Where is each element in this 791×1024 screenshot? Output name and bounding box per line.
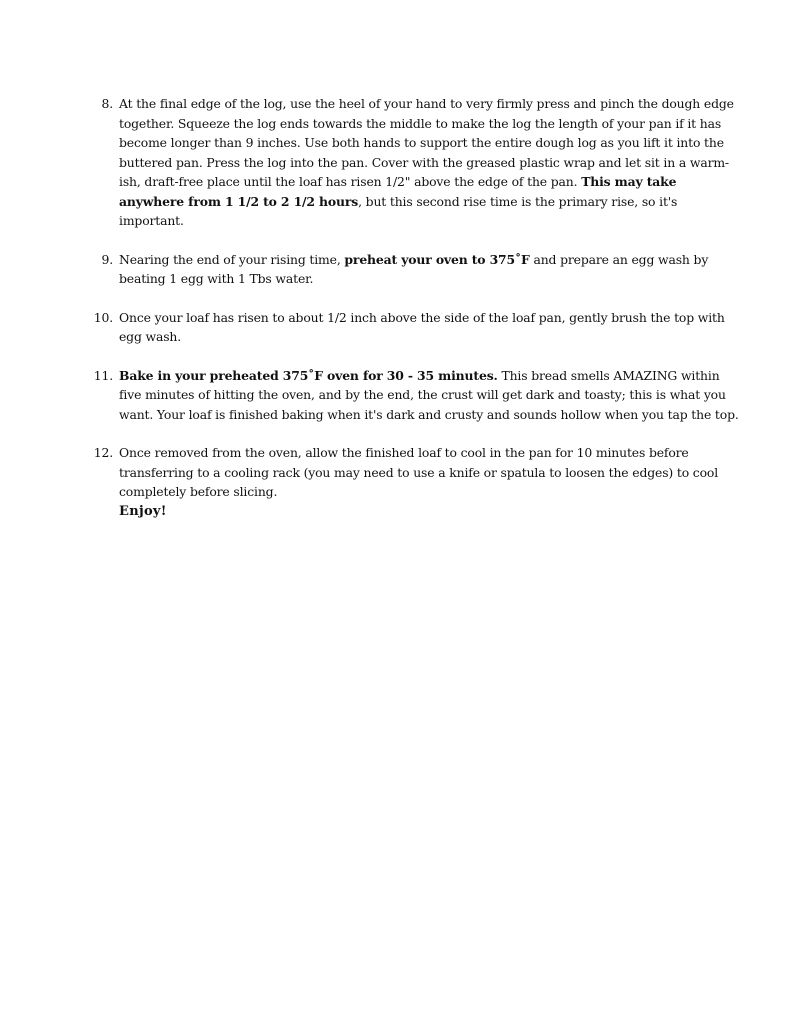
step-emphasis: This may take anywhere from 1 1/2 to 2 1/2 hours — [119, 174, 677, 209]
step-number: 12. — [93, 445, 113, 460]
step-11 — [90, 366, 740, 425]
step-text: and prepare an egg wash by beating 1 egg with 1 Tbs water. — [119, 251, 709, 286]
step-text: At the final edge of the log, use the heel of your hand to very firmly press and pinch the dough edge together. Squeeze the log ends towards the middle to make the log the length of your pan if it has become longer than 9 inches. Use both hands to support the entire dough log as you lift it into the buttered pan. Press the log into the pan. Cover with the greased plastic wrap and let sit in a warm-ish, draft-free place until the loaf has risen 1/2" above the edge of the pan. — [119, 96, 734, 189]
instruction-steps — [90, 94, 740, 521]
closing-text: Enjoy! — [119, 504, 167, 519]
step-9 — [90, 250, 740, 289]
step-emphasis: Bake in your preheated 375˚F oven for 30 - 35 minutes. — [119, 367, 498, 383]
step-text: This bread smells AMAZING within five minutes of hitting the oven, and by the end, the crust will get dark and toasty; this is what you want. Your loaf is finished baking when it's dark and crusty and sounds hollow when you tap the top. — [119, 367, 739, 422]
step-12 — [90, 443, 740, 502]
step-text: Once your loaf has risen to about 1/2 inch above the side of the loaf pan, gently brush the top with egg wash. — [119, 309, 725, 344]
step-text: Once removed from the oven, allow the finished loaf to cool in the pan for 10 minutes before transferring to a cooling rack (you may need to use a knife or spatula to loosen the edges) to cool completely before slicing. — [119, 445, 719, 499]
step-text: Nearing the end of your rising time, — [119, 251, 345, 267]
step-number: 10. — [93, 309, 113, 325]
step-10 — [90, 308, 740, 347]
step-number: 9. — [101, 251, 113, 267]
step-8 — [90, 94, 740, 231]
step-emphasis: preheat your oven to 375˚F — [344, 251, 530, 267]
step-number: 11. — [93, 367, 113, 383]
step-number: 8. — [101, 96, 113, 111]
step-text: , but this second rise time is the primary rise, so it's important. — [119, 193, 678, 228]
